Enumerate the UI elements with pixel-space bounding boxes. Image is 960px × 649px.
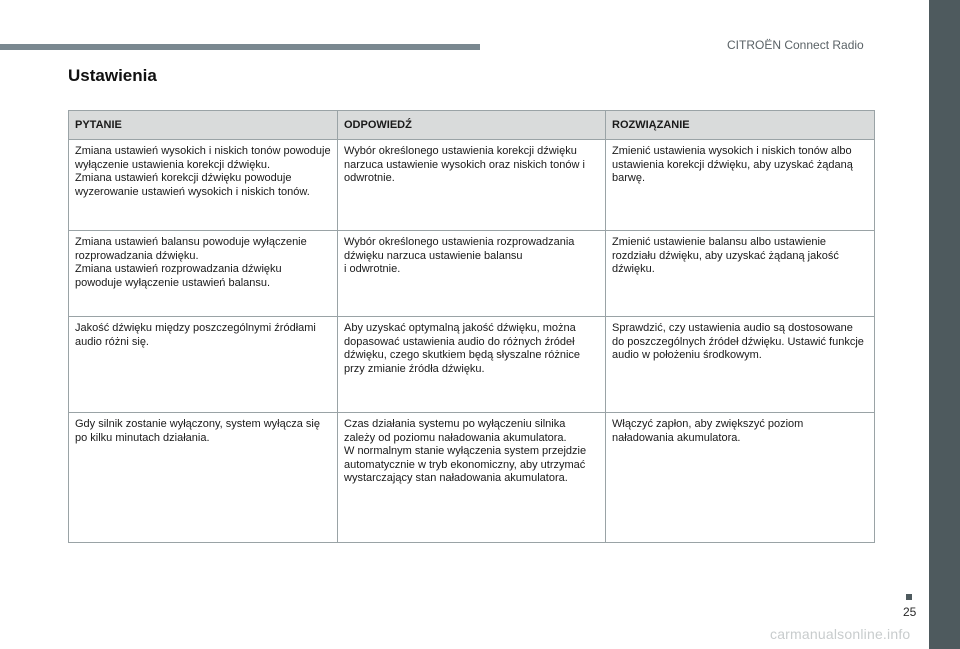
answer-cell: Wybór określonego ustawienia korekcji dźwięku narzuca ustawienie wysokich oraz niskich tonów i odwrotnie. [338, 140, 606, 231]
question-cell: Jakość dźwięku między poszczególnymi źródłami audio różni się. [69, 317, 338, 413]
solution-cell: Włączyć zapłon, aby zwiększyć poziom naładowania akumulatora. [606, 413, 875, 543]
side-tab-bar [929, 0, 960, 649]
troubleshooting-table [68, 110, 875, 543]
column-header-answer: ODPOWIEDŹ [338, 111, 606, 140]
header-rule [0, 44, 480, 50]
question-cell: Zmiana ustawień balansu powoduje wyłączenie rozprowadzania dźwięku. Zmiana ustawień rozprowadzania dźwięku powoduje wyłączenie ustawień balansu. [69, 231, 338, 317]
column-header-solution: ROZWIĄZANIE [606, 111, 875, 140]
answer-cell: Czas działania systemu po wyłączeniu silnika zależy od poziomu naładowania akumulatora. W normalnym stanie wyłączenia system przejdzie automatycznie w tryb ekonomiczny, aby utrzymać wystarczający stan naładowania akumulatora. [338, 413, 606, 543]
page-title: Ustawienia [68, 66, 157, 85]
question-cell: Gdy silnik zostanie wyłączony, system wyłącza się po kilku minutach działania. [69, 413, 338, 543]
answer-cell: Wybór określonego ustawienia rozprowadzania dźwięku narzuca ustawienie balansu i odwrotnie. [338, 231, 606, 317]
solution-cell: Zmienić ustawienia wysokich i niskich tonów albo ustawienia korekcji dźwięku, aby uzyskać żądaną barwę. [606, 140, 875, 231]
solution-cell: Zmienić ustawienie balansu albo ustawienie rozdziału dźwięku, aby uzyskać żądaną jakość dźwięku. [606, 231, 875, 317]
page-number: 25 [903, 605, 917, 619]
table-row [69, 140, 875, 231]
header-brand: CITROËN Connect Radio [727, 38, 864, 52]
answer-cell: Aby uzyskać optymalną jakość dźwięku, można dopasować ustawienia audio do różnych źródeł dźwięku, czego skutkiem będą słyszalne różnice przy zmianie źródła dźwięku. [338, 317, 606, 413]
watermark: carmanualsonline.info [770, 626, 911, 642]
question-cell: Zmiana ustawień wysokich i niskich tonów powoduje wyłączenie ustawienia korekcji dźwięku. Zmiana ustawień korekcji dźwięku powoduje wyzerowanie ustawień wysokich i niskich tonów. [69, 140, 338, 231]
table-row [69, 317, 875, 413]
table-row [69, 413, 875, 543]
table-row [69, 231, 875, 317]
solution-cell: Sprawdzić, czy ustawienia audio są dostosowane do poszczególnych źródeł dźwięku. Ustawić funkcje audio w położeniu środkowym. [606, 317, 875, 413]
page-marker [906, 594, 912, 600]
column-header-question: PYTANIE [69, 111, 338, 140]
table-header-row [69, 111, 875, 140]
